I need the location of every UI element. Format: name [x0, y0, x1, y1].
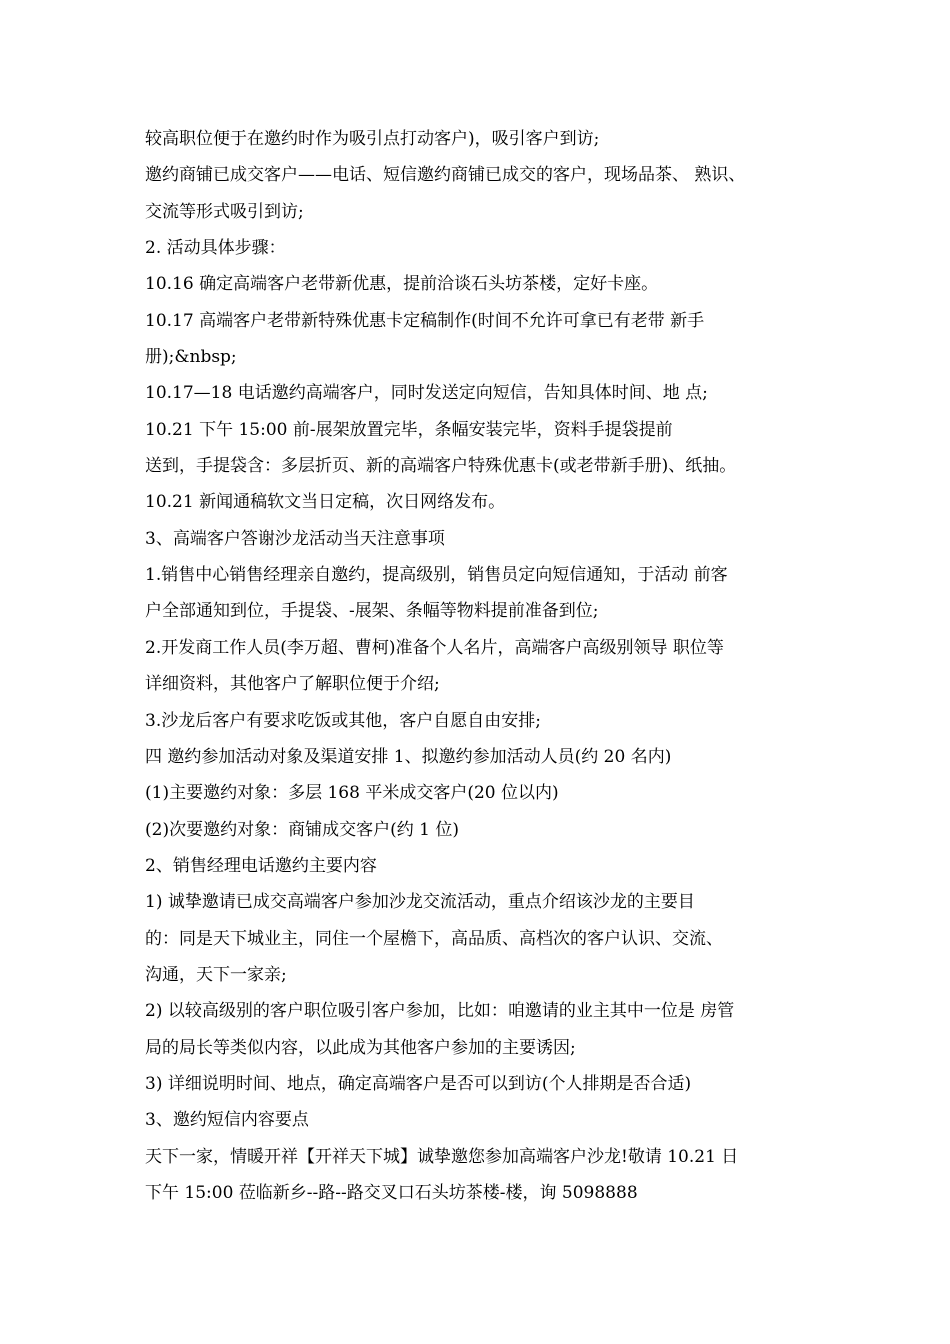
text-line: 10.21 新闻通稿软文当日定稿，次日网络发布。	[145, 492, 506, 513]
text-line: 天下一家，情暖开祥【开祥天下城】诚挚邀您参加高端客户沙龙!敬请 10.21 日	[145, 1146, 739, 1167]
text-line: 户全部通知到位，手提袋、-展架、条幅等物料提前准备到位;	[145, 601, 599, 622]
text-line: 详细资料，其他客户了解职位便于介绍;	[145, 674, 440, 695]
text-line: 交流等形式吸引到访;	[145, 201, 304, 222]
section-heading: 3、高端客户答谢沙龙活动当天注意事项	[145, 528, 445, 549]
text-line: 1) 诚挚邀请已成交高端客户参加沙龙交流活动，重点介绍该沙龙的主要目	[145, 892, 695, 913]
text-line: 沟通，天下一家亲;	[145, 964, 287, 985]
text-line: 局的局长等类似内容，以此成为其他客户参加的主要诱因;	[145, 1037, 576, 1058]
text-line: 10.17—18 电话邀约高端客户，同时发送定向短信，告知具体时间、地 点;	[145, 383, 708, 404]
text-line: 10.21 下午 15:00 前-展架放置完毕，条幅安装完毕，资料手提袋提前	[145, 419, 673, 440]
text-line: (2)次要邀约对象：商铺成交客户(约 1 位)	[145, 819, 459, 840]
text-line: 送到，手提袋含：多层折页、新的高端客户特殊优惠卡(或老带新手册)、纸抽。	[145, 456, 737, 477]
text-line: (1)主要邀约对象：多层 168 平米成交客户(20 位以内)	[145, 783, 559, 804]
text-line: 1.销售中心销售经理亲自邀约，提高级别，销售员定向短信通知，于活动 前客	[145, 565, 728, 586]
text-line: 2.开发商工作人员(李万超、曹柯)准备个人名片，高端客户高级别领导 职位等	[145, 637, 724, 658]
text-line: 下午 15:00 莅临新乡--路--路交叉口石头坊茶楼-楼，询 5098888	[145, 1182, 638, 1203]
section-heading: 四 邀约参加活动对象及渠道安排 1、拟邀约参加活动人员(约 20 名内)	[145, 746, 672, 767]
text-line: 3) 详细说明时间、地点，确定高端客户是否可以到访(个人排期是否合适)	[145, 1073, 692, 1094]
document-body	[145, 121, 825, 1211]
text-line: 10.16 确定高端客户老带新优惠，提前洽谈石头坊茶楼，定好卡座。	[145, 274, 659, 295]
text-line: 较高职位便于在邀约时作为吸引点打动客户)，吸引客户到访;	[145, 129, 600, 149]
section-heading: 2. 活动具体步骤：	[145, 238, 286, 259]
section-heading: 2、销售经理电话邀约主要内容	[145, 855, 377, 876]
text-line: 2) 以较高级别的客户职位吸引客户参加，比如：咱邀请的业主其中一位是 房管	[145, 1001, 735, 1022]
text-line: 邀约商铺已成交客户——电话、短信邀约商铺已成交的客户，现场品茶、 熟识、	[145, 165, 746, 186]
text-line: 3.沙龙后客户有要求吃饭或其他，客户自愿自由安排;	[145, 710, 541, 731]
text-line: 的：同是天下城业主，同住一个屋檐下，高品质、高档次的客户认识、交流、	[145, 928, 723, 949]
text-line: 册);&nbsp;	[145, 347, 237, 368]
text-line: 10.17 高端客户老带新特殊优惠卡定稿制作(时间不允许可拿已有老带 新手	[145, 310, 705, 331]
section-heading: 3、邀约短信内容要点	[145, 1110, 309, 1131]
